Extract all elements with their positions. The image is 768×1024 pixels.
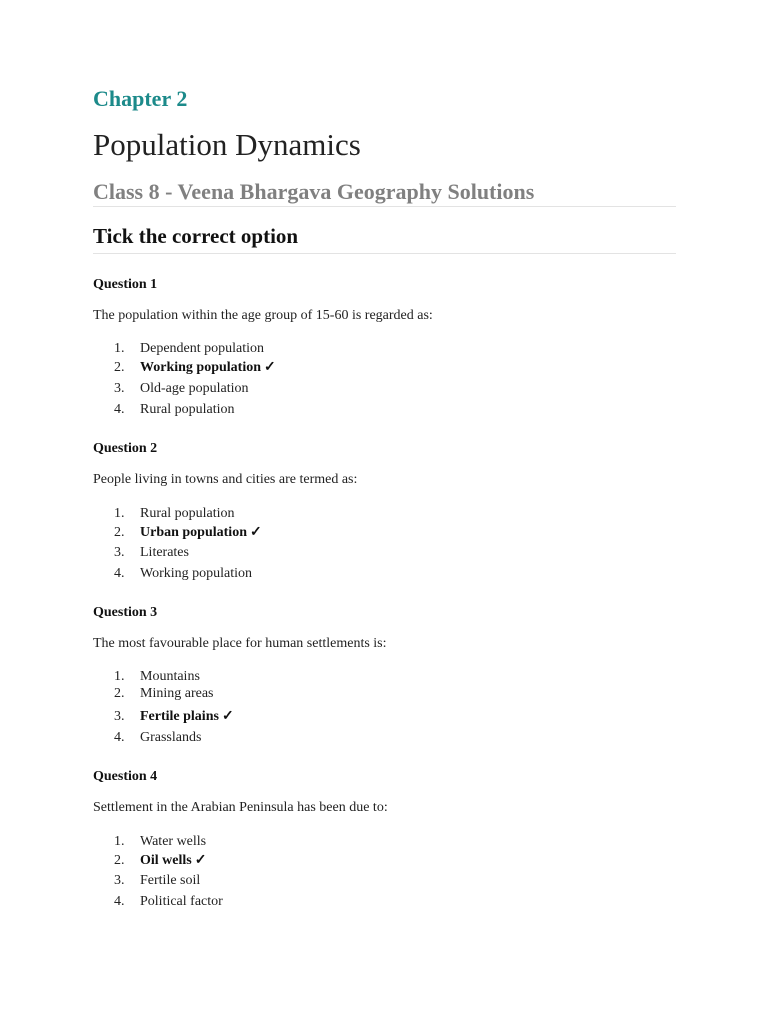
page-subtitle: Class 8 - Veena Bhargava Geography Solutions [93,179,535,204]
option-text: Dependent population [140,341,265,356]
option-label [140,668,200,686]
question-heading: Question 4 [93,769,158,784]
option-number: 4. [114,402,125,417]
option-number: 4. [114,894,125,909]
option-label [140,401,235,419]
check-mark-icon: ✓ [194,853,207,868]
option-label [140,685,213,703]
option-label [140,524,262,542]
option-number: 1. [114,834,125,849]
option-label [140,872,200,890]
question-text: Settlement in the Arabian Peninsula has been due to: [93,800,388,815]
option-label [140,505,235,523]
option-text: Urban population [140,525,247,540]
option-number: 1. [114,506,125,521]
subtitle-divider [93,206,676,207]
option-text: Working population [140,360,261,375]
option-text: Mining areas [140,686,214,701]
option-number: 2. [114,686,125,701]
question-text: The population within the age group of 15-60 is regarded as: [93,308,433,323]
option-number: 3. [114,709,125,724]
section-divider [93,253,676,254]
option-label [140,708,234,726]
option-number: 2. [114,360,125,375]
check-mark-icon: ✓ [264,360,276,375]
option-text: Old-age population [140,381,249,396]
question-text: The most favourable place for human settlements is: [93,636,387,651]
option-number: 2. [114,525,125,540]
question-text: People living in towns and cities are termed as: [93,472,358,487]
check-mark-icon: ✓ [249,525,262,540]
option-text: Fertile plains [140,709,219,724]
option-label [140,729,201,747]
option-label [140,565,252,583]
option-text: Grasslands [140,730,202,745]
option-label [140,544,189,562]
option-text: Rural population [140,506,235,521]
option-number: 1. [114,669,125,684]
question-heading: Question 1 [93,277,158,292]
option-text: Mountains [140,669,200,684]
option-number: 3. [114,545,125,560]
question-heading: Question 2 [93,441,158,456]
section-title: Tick the correct option [93,224,299,248]
option-text: Water wells [140,834,207,849]
question-heading: Question 3 [93,605,158,620]
option-number: 1. [114,341,125,356]
option-text: Literates [140,545,189,560]
option-text: Political factor [140,894,223,909]
option-label [140,340,264,358]
option-text: Oil wells [140,853,192,868]
page-title: Population Dynamics [93,127,361,162]
check-mark-icon: ✓ [221,709,234,724]
option-label [140,833,206,851]
option-label [140,380,248,398]
option-label [140,852,206,870]
option-number: 3. [114,381,125,396]
chapter-label: Chapter 2 [93,86,188,111]
option-number: 4. [114,730,125,745]
option-text: Working population [140,566,253,581]
option-number: 3. [114,873,125,888]
option-number: 2. [114,853,125,868]
option-text: Rural population [140,402,235,417]
option-label [140,359,276,377]
option-label [140,893,223,911]
option-text: Fertile soil [140,873,201,888]
option-number: 4. [114,566,125,581]
